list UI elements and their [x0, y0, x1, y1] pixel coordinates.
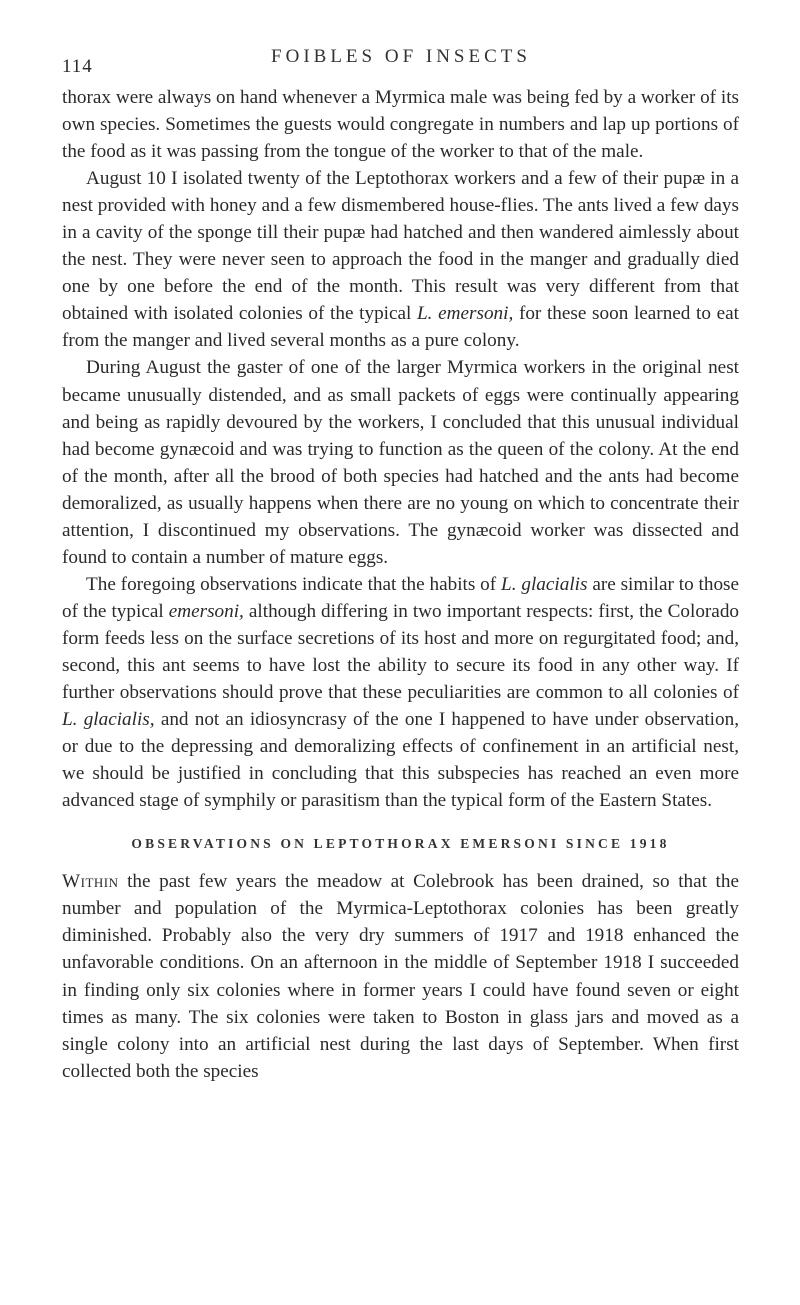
running-title: FOIBLES OF INSECTS [271, 46, 531, 67]
species-name-emersoni-2: emersoni, [168, 600, 244, 622]
paragraph-4 [62, 571, 739, 814]
paragraph-4-part-c: although differing in two important respects: first, the Colorado form feeds less on the surface secretions of its host and more on regurgitated food; and, second, this ant seems to have lost the ability to secure its food in any other way. If further observations should prove that these peculiarities are common to all colonies of [62, 600, 740, 704]
page-number: 114 [62, 56, 93, 77]
species-name-emersoni: L. emersoni, [417, 303, 514, 325]
paragraph-3: During August the gaster of one of the larger Myrmica workers in the original nest became unusually distended, and as small packets of eggs were continually appearing and being as rapidly devoured by the workers, I concluded that this unusual individual had become gynæcoid and was trying to function as the queen of the colony. At the end of the month, after all the brood of both species had hatched and the ants had become demoralized, as usually happens when there are no young on which to concentrate their attention, I discontinued my observations. The gynæcoid worker was dissected and found to contain a number of mature eggs. [62, 357, 739, 568]
species-name-glacialis-2: L. glacialis, [62, 709, 155, 731]
paragraph-2-text: August 10 I isolated twenty of the Leptothorax workers and a few of their pupæ in a nest provided with honey and a few dismembered house-flies. The ants lived a few days in a cavity of the sponge till their pupæ had hatched and then wandered aimlessly about the nest. They were never seen to approach the food in the manger and gradually died one by one before the end of the month. This result was very different from that obtained with isolated colonies of the typical [62, 168, 739, 325]
paragraph-2 [62, 165, 739, 354]
species-name-glacialis: L. glacialis [501, 573, 588, 595]
section-heading: OBSERVATIONS ON LEPTOTHORAX EMERSONI SINCE 1918 [131, 836, 670, 852]
paragraph-2-tail: for these soon learned to eat from the manger and lived several months as a pure colony. [62, 303, 739, 352]
page-body [62, 84, 739, 1085]
page-header [62, 46, 740, 76]
paragraph-4-part-b: are similar to those of the typical [62, 573, 740, 622]
section-paragraph [62, 868, 739, 1084]
paragraph-4-part-a: The foregoing observations indicate that the habits of [86, 573, 497, 595]
section-paragraph-text: the past few years the meadow at Colebrook has been drained, so that the number and population of the Myrmica-Leptothorax colonies has been greatly diminished. Probably also the very dry summers of 1917 and 1918 enhanced the unfavorable conditions. On an afternoon in the middle of September 1918 I succeeded in finding only six colonies where in former years I could have found seven or eight times as many. The six colonies were taken to Boston in glass jars and moved as a single colony into an artificial nest during the last days of September. When first collected both the species [62, 871, 740, 1082]
paragraph-4-part-d: and not an idiosyncrasy of the one I happened to have under observation, or due to the depressing and demoralizing effects of confinement in an artificial nest, we should be justified in concluding that this subspecies has reached an even more advanced stage of symphily or parasitism than the typical form of the Eastern States. [62, 709, 739, 812]
section-first-word: Within [62, 871, 119, 893]
paragraph-1: thorax were always on hand whenever a Myrmica male was being fed by a worker of its own species. Sometimes the guests would congregate in numbers and lap up portions of the food as it was passing from the tongue of the worker to that of the male. [62, 87, 739, 163]
